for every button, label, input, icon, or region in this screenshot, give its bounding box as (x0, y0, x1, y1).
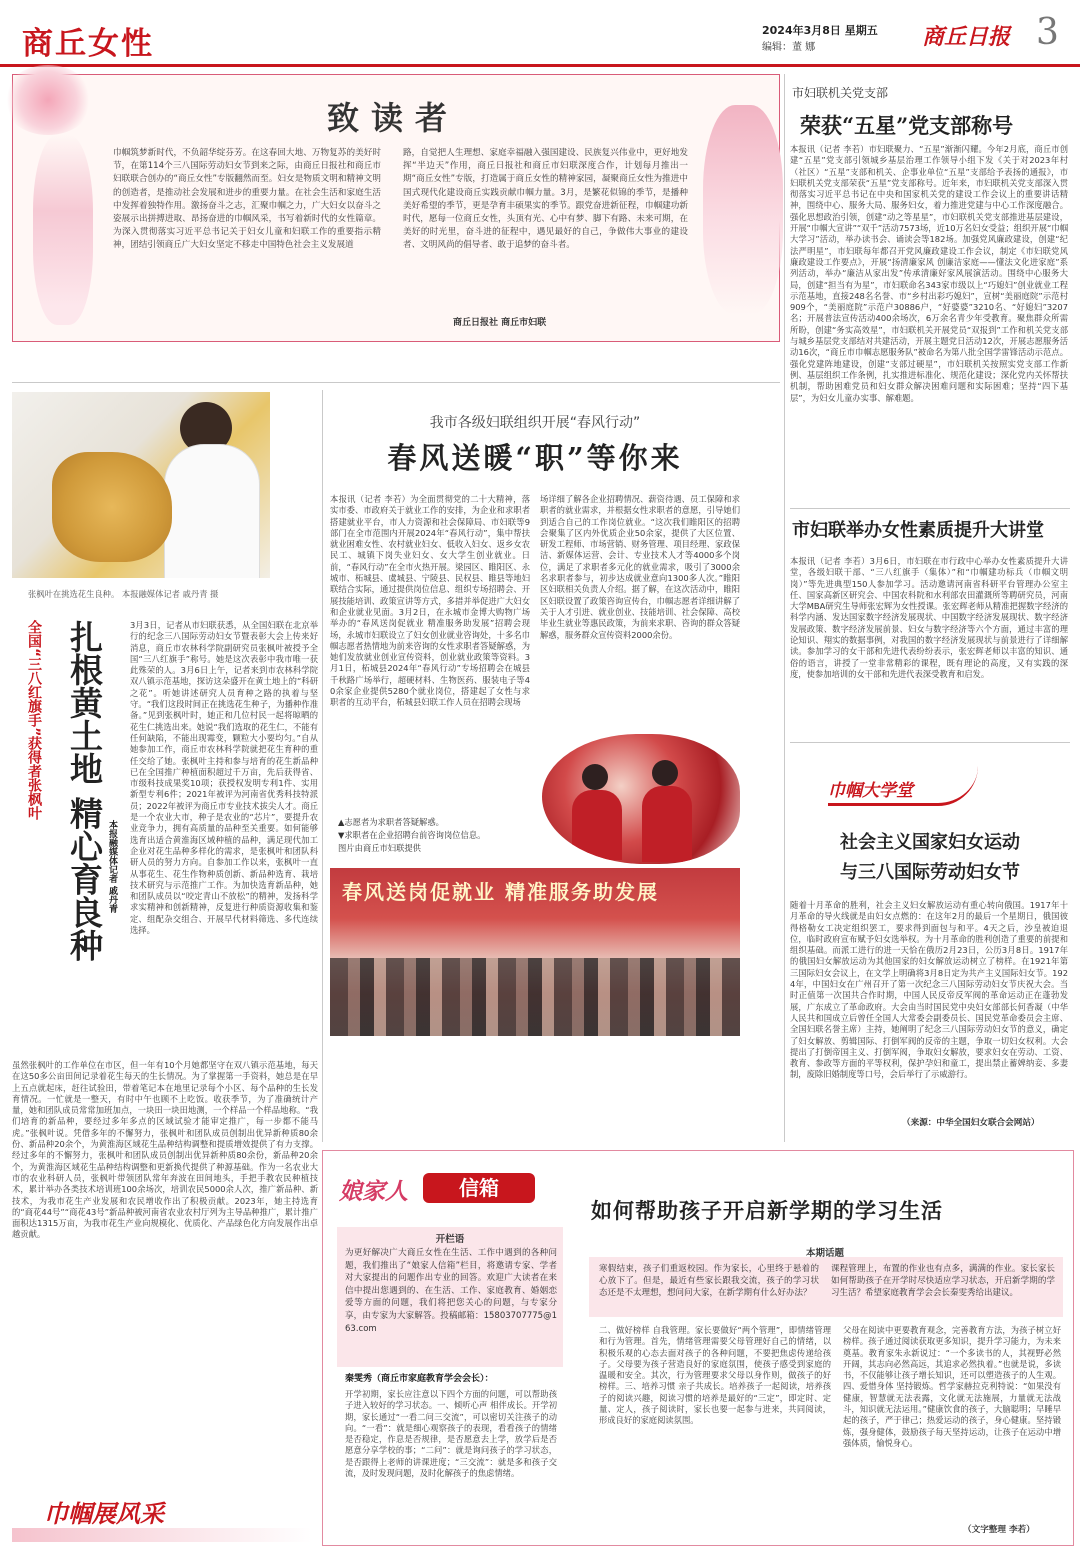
answer-column: 开学初期，家长应注意以下四个方面的问题，可以帮助孩子进入较好的学习状态。一、倾听心声 相伴成长。开学初期，家长通过“一看二问三交流”，可以密切关注孩子的动向。“一看”：就是细心观察孩子的表现，看看孩子的情绪是否稳定，作息是否规律，是否愿意去上学，放学后是否愿意分享学校的事；“二问”：就是询问孩子的学习状态，是否跟得上老师的讲课进度；“三交流”：就是多和孩子交流，及时发现问题，及时化解孩子的焦虑情绪。 (345, 1389, 557, 1479)
zhang-subtitle: 全国“三八红旗手”获得者张枫叶 (26, 620, 42, 821)
article-divider (790, 508, 1070, 509)
person-body-icon (642, 786, 692, 862)
column-divider (322, 390, 323, 1142)
university-label: 巾帼大学堂 (828, 781, 913, 801)
person-head-icon (582, 764, 608, 790)
answer-column: 二、做好榜样 自我管理。家长要做好“两个管理”，即情绪管理和行为管理。首先，情绪管理需要父母管理好自己的情绪，以积极乐观的心态去面对孩子的各种问题，不要把焦虑传递给孩子。父母要为孩子营造良好的家庭氛围，使孩子感受到家庭的温暖和安全。其次，行为管理要求父母以身作则，做孩子的好榜样。三、培养习惯 亲子共成长。培养孩子一起阅读，培养孩子的阅读兴趣，阅读习惯的培养是最好的“三定”，即定时、定量、定人，孩子阅读时，家长也要一起参与进来，共同阅读，形成良好的家庭阅读氛围。 (599, 1325, 831, 1426)
zhang-article-column: 虽然张枫叶的工作单位在市区，但一年有10个月她都坚守在双八镇示范基地，每天在这50多公亩田间记录着花生每天的生长情况。为了掌握第一手资料，她总是在早上五点就起床，赶往试验田，带着笔记本在地里记录每个小区、每个品种的生长发育情况。一忙就是一整天，有时中午也顾不上吃饭。收获季节，为了准确统计产量，她和团队成员常常加班加点，一块田一块田地测，一个样品一个样品地称。“我们培育的新品种，要经过多年多点的区域试验才能审定推广，每一步都不能马虎。”张枫叶说。凭借多年的不懈努力，张枫叶和团队成员创制出优异新种质80余份、新品种20余个，为黄淮海区域花生品种结构调整和提质增效提供了有力支撑。经过多年的不懈努力，张枫叶和团队成员创制出优异新种质80余份，新品种20余个，为黄淮海区域花生品种结构调整和更新换代提供了种源基础。作为一名农业大市的农业科研人员，张枫叶带领团队常年奔波在田间地头，手把手教农民种植技术，累计举办各类技术培训班100余场次，培训农民5000余人次，推广新品种、新技术，为我市花生产业发展和农民增收作出了积极贡献。2023年，她主持选育的“商花44号”“商花43号”新品种被河南省农业农村厅列为主导品种推广，累计推广面积达1315万亩，为我市花生产业向规模化、优质化、产品绿色化方向发展作出卓越贡献。 (12, 1060, 318, 1240)
column-divider (784, 74, 785, 1142)
lecture-article-body: 本报讯（记者 李若）3月6日，市妇联在市行政中心举办女性素质提升大讲堂，各级妇联干部、“三八红旗手（集体）”和“巾帼建功标兵（巾帼文明岗）”等先进典型150人参加学习。活动邀请河南省科研平台管理办公室主任、国家高新区研究会、中国农科院和水利部农田灌溉所等聘研究员，河南大学MBA研究生导师张宏辉为女性授课。张宏辉老师从精准把握数字经济的科学内涵、发达国家数字经济发展现状、中国数字经济发展现状、数字经济发展政策、数字经济发展前景、妇女与数字经济等六个方面，通过丰富的理论知识、翔实的数据事例，对我国的数字经济发展现状与前景进行了详细解读。参加学习的女干部和先进代表纷纷表示，张宏辉老师以丰富的知识、通俗的语言，讲授了一堂非常精彩的课程，既有理论的高度，又有实践的深度，使参加培训的女干部和先进代表深受教育和启发。 (790, 556, 1068, 679)
letter-title: 致读者 (326, 99, 459, 137)
peanut-bag-icon (52, 452, 172, 562)
party-kicker: 市妇联机关党支部 (792, 86, 889, 100)
event-banner-text: 春风送岗促就业 精准服务助发展 (342, 880, 659, 904)
issue-date: 2024年3月8日 星期五 (762, 24, 878, 37)
person-body-icon (164, 444, 260, 578)
lecture-headline: 市妇联举办女性素质提升大讲堂 (792, 520, 1044, 541)
masthead-rule (0, 64, 1080, 67)
flower-decoration-icon (703, 105, 783, 315)
flower-decoration-icon (3, 65, 93, 135)
answer-author: 秦雯秀（商丘市家庭教育学会会长）： (345, 1374, 494, 1384)
job-fair-photo (330, 868, 740, 1036)
topic-text: 课程管理上，布置的作业也有点多，满满的作业。家长家长如何帮助孩子在开学时尽快适应学习状态，开启新学期的学习生活？希望家庭教育学会会长秦雯秀给出建议。 (831, 1264, 1055, 1298)
volunteers-photo (542, 734, 740, 864)
university-headline: 与三八国际劳动妇女节 (840, 862, 1020, 883)
footer-decoration (12, 1528, 312, 1542)
university-article-body: 随着十月革命的胜利，社会主义妇女解放运动有重心转向俄国。1917年十月革命的导火线就是由妇女点燃的：在这年2月的最后一个星期日，俄国彼得格勒女工决定组织罢工，要求得到面包与和平。4天之后，沙皇被迫退位，临时政府宣布赋予妇女选举权。为十月革命的胜利创造了重要的前提和组织基础。而派工进行的进一天恰在俄历2月23日，公历3月8日。1917年的俄国妇女解放运动为其他国家的妇女解放运动树立了榜样。在1921年第三国际妇女会议上，在文学上明确将3月8日定为共产主义国际妇女节。1924年，中国妇女在广州召开了第一次纪念三八国际劳动妇女节庆祝大会。当时正值第一次国共合作时期，中国人民反帝反军阀的革命运动正在蓬勃发展，广东成立了革命政府。大会由当时国民党中央妇女部部长何香凝（中华人民共和国成立后曾任全国人大常委会副委员长、国民党革命委员会主席、全国妇联名誉主席）主持，她阐明了纪念三八国际劳动妇女节的意义，确定了妇女解放、剪辑国际、打倒军阀的反帝的主题，争取一切妇女权利。大会提出了打倒帝国主义、打倒军阀，争取妇女解放，要求妇女在劳动、工资、教育、参政等方面的平等权利，保护孕妇和童工，提出禁止蓄婢纳妾、多妻制，废除旧婚制度等口号，会后举行了示威游行。 (790, 900, 1068, 1080)
intro-title: 开栏语 (435, 1234, 465, 1245)
photo-caption: 张枫叶在挑选花生良种。 本报融媒体记者 戚丹青 摄 (28, 589, 219, 599)
topic-text: 寒假结束，孩子们重返校园。作为家长，心里终于悬着的心放下了。但是，最近有些家长跟我交流，孩子的学习状态还是不太理想，想问问大家，在新学期有什么好办法？ (599, 1264, 819, 1298)
spring-article-column: 场详细了解各企业招聘情况、薪资待遇、员工保障和求职者的就业需求，并根据女性求职者的意愿，引导她们到适合自己的工作岗位就业。“这次我们睢阳区的招聘会聚集了区内外优质企业50余家，提供了大区位置、研发工程师、市场营销、财务管理、项目经理、家政保洁、新媒体运营、会计、专业技术人才等4000多个岗位，满足了求职者多元化的就业需求，吸引了3000余名求职者参与，初步达成就业意向1300多人次。”睢阳区妇联相关负责人介绍。据了解，在这次活动中，睢阳区妇联设置了政策咨询宣传台，巾帼志愿者详细讲解了关于人才引进、就业创业、技能培训、社会保障、高校毕业生就业等惠民政策，为前来求职、咨询的群众答疑解惑，服务群众宣传资料2000余份。 (540, 494, 740, 640)
spring-kicker: 我市各级妇联组织开展“春风行动” (429, 415, 641, 431)
person-body-icon (572, 790, 622, 860)
section-title: 商丘女性 (22, 26, 154, 62)
editor-credit: 编辑：董 娜 (762, 42, 816, 53)
mailbox-headline: 如何帮助孩子开启新学期的学习生活 (591, 1198, 943, 1223)
zhang-fengye-photo (12, 392, 270, 578)
mailbox-logo-badge: 信箱 (423, 1173, 535, 1203)
zhang-article-column: 3月3日，记者从市妇联获悉，从全国妇联在北京举行的纪念三八国际劳动妇女节暨表彰大会上传来好消息，商丘市农林科学院副研究员张枫叶被授予全国“三八红旗手”称号。她是这次表彰中我市唯一获此殊荣的人。3月6日上午，记者来到市农林科学院双八镇示范基地，探访这朵盛开在黄土地上的“科研之花”。听她讲述研究人员育种之路的执着与坚守。“我们这段时间正在挑选花生种子，为播种作准备。”见到张枫叶时，她正和几位村民一起将晾晒的花生仁挑选出来。她说“我们选取的花生仁，不能有任何缺陷，不能出现霉变，颗粒大小要均匀。”自从她参加工作，商丘市农林科学院就把花生育种的重任交给了她。张枫叶主持和参与培育的花生新品种已在全国推广种植面积超过千万亩，先后获得省、市级科技成果奖10项；获授权发明专利1件、实用新型专利6件；2021年被评为河南省优秀科技特派员；2022年被评为商丘市专业技术拔尖人才。商丘是一个农业大市，种子是农业的“芯片”，要提升农业竞争力，拥有高质量的品种至关重要。如何能够选育出适合黄淮海区域种植的品种，满足现代加工企业对花生品种多样化的需求，是张枫叶和团队科研人员的努力方向。自参加工作以来，张枫叶一直从事花生、花生作物种质创新、新品种选育、栽培技术研究与示范推广工作。为加快选育新品种，她和团队成员以“咬定青山不放松”的精神，发扬科学求实精神和创新精神，反复进行种质资源收集和鉴定、组配杂交组合、开展早代材料筛选、多代连续选择。 (130, 620, 318, 936)
person-head-icon (652, 760, 678, 786)
university-headline: 社会主义国家妇女运动 (840, 832, 1020, 853)
section-divider (12, 382, 780, 383)
topic-label: 本期话题 (805, 1248, 844, 1259)
answer-column: 父母在阅读中更要教育观念，完善教育方法，为孩子树立好榜样。孩子通过阅读获取更多知识，提升学习能力，为未来奠基。教育家朱永新说过：“一个多读书的人，其视野必然开阔，其志向必然高远，其追求必然执着。”也就是说，多读书，不仅能够让孩子增长知识，还可以塑造孩子的人生观。四、爱惜身体 坚持锻炼。哲学家赫拉克利特说：“如果没有健康，智慧就无法表露，文化就无法施展，力量就无法战斗，知识就无法运用。”健康饮食的孩子，大脑聪明；早睡早起的孩子，严于律己；热爱运动的孩子，身心健康。坚持锻炼，强身健体，鼓励孩子每天坚持运动，让孩子在运动中增强体质，愉悦身心。 (843, 1325, 1061, 1448)
letter-text-column: 巾帼筑梦新时代，不负韶华绽芬芳。在这春回大地、万物复苏的美好时节，在第114个三八国际劳动妇女节到来之际，由商丘日报社和商丘市妇联联合创办的“商丘女性”专版翻然而至。妇女是物质文明和精神文明的创造者，是推动社会发展和进步的重要力量。在社会生活和家庭生活中发挥着独特作用。激扬奋斗之志，汇聚巾帼之力，广大妇女以奋斗之姿展示出拼搏进取、昂扬奋进的巾帼风采，书写着新时代的女性篇章。为深入贯彻落实习近平总书记关于妇女儿童和妇联工作的重要指示精神，团结引领商丘广大妇女坚定不移走中国特色社会主义发展道 (113, 148, 381, 251)
answer-signature: （文字整理 李若） (963, 1525, 1035, 1535)
crowd-icon (330, 958, 740, 1036)
intro-text: 为更好解决广大商丘女性在生活、工作中遇到的各种问题，我们推出了“娘家人信箱”栏目，将邀请专家、学者对大家提出的问题作出专业的回答。欢迎广大读者在来信中提出您遇到的、在生活、工作、家庭教育、婚姻恋爱等方面的问题，我们将把您关心的问题，与专家分享，由专家为大家解答。投稿邮箱：15803707775@163.com (345, 1248, 557, 1334)
letter-signature: 商丘日报社 商丘市妇联 (453, 318, 547, 328)
spring-article-column: 本报讯（记者 李若）为全面贯彻党的二十大精神，落实市委、市政府关于就业工作的安排，为企业和求职者搭建就业平台，市人力资源和社会保障局、市妇联等9部门在全市范围内开展2024年“春风行动”，集中帮扶就业困难女性、农村就业妇女、低收入妇女、返乡女农民工、城镇下岗失业妇女、女大学生创业就业。日前，“春风行动”在全市火热开展。梁园区、睢阳区、永城市、柘城县、虞城县、宁陵县、民权县、睢县等地妇联结合实际，通过提供岗位信息、组织专场招聘会、开展技能培训、政策宣讲等方式，多措并举促进广大妇女和企业就业见面。3月2日，在永城市金博大购物广场举办的“春风送岗促就业 精准服务助发展”招聘会现场，永城市妇联设立了妇女创业就业咨询处，十多名巾帼志愿者热情地为前来咨询的女性求职者答疑解惑，为她们发放就业创业宣传资料，创业就业政策等资料。3月1日，柘城县2024年“春风行动”专场招聘会在城县千秋路广场举行，超硬材料、生物医药、服装电子等40余家企业提供5280个就业岗位，搭建起了女性与求职者的互动平台，柘城县妇联工作人员在招聘会现场 (330, 494, 530, 708)
party-article-body: 本报讯（记者 李若）市妇联聚力、“五星”渐渐闪耀。今年2月底，商丘市创建“五星”党支部引领城乡基层治理工作领导小组下发《关于对2023年村（社区）“五星”支部和机关、企事业单位“五星”支部给予表扬的通报》，市妇联机关党支部荣获“五星”党支部称号。近年来，市妇联机关党支部深入贯彻落实习近平总书记在中央和国家机关党的建设工作会议上的重要讲话精神，围绕中心、服务大局、服务妇女，着力推进党建与中心工作深度融合。强化思想政治引领，创建“动之等星星”，市妇联机关党支部推进基层建设，开展“巾帼大宣讲”“双千”活动7573场，近10万名妇女受益；组织开展“巾帼大学习”活动，举办读书会、诵读会等182场。加强党风廉政建设，创建“纪法严明星”，市妇联每年都召开党风廉政建设工作会议，制定《市妇联党风廉政建设工作要点》，开展“扬清廉家风 创廉洁家庭——懂法文化进家庭”系列活动，举办“廉洁从家出发”传承清廉好家风展演活动。围绕中心服务大局，创建“担当有为星”，市妇联命名343家市级以上“巧媳妇”创业就业工程示范基地，直接248名名誉、市“乡村出彩巧媳妇”，宣树“美丽庭院”示范村909个，“美丽庭院”示范户30886户，“好婆婆”3210名、“好媳妇”3207名；开展普法宣传活动400余场次，6万余名青少年受教育。聚焦群众所需所盼，创建“务实高效星”，市妇联机关开展党员“双报到”工作和机关党支部与城乡基层党支部结对共建活动，开展主题党日活动12次，开展志愿服务活动16次，“商丘市巾帼志愿服务队”被命名为第八批全国学雷锋活动示范点。强化党建阵地建设，创建“支部过硬星”，市妇联机关按照实党支部工作新例、基层组织工作条例，扎实推进标准化、规范化建设；深化党内关怀帮扶机制，帮助困难党员和妇女群众解决困难问题和实际困难；坚持“四下基层”，为妇女儿童办实事、解难题。 (790, 144, 1068, 403)
party-headline: 荣获“五星”党支部称号 (800, 113, 1014, 138)
page-number: 3 (1036, 12, 1059, 53)
paper-logo: 商丘日报 (922, 24, 1011, 50)
reader-letter-box (12, 74, 780, 342)
flower-decoration-icon (33, 135, 93, 325)
university-source: （来源：中华全国妇女联合会网站） (902, 1118, 1040, 1128)
mailbox-logo-text: 娘家人 (339, 1178, 408, 1205)
article-divider (790, 742, 1070, 743)
spring-headline: 春风送暖“职”等你来 (387, 441, 683, 475)
mailbox-section (322, 1150, 1074, 1546)
letter-text-column: 路，自觉把人生理想、家庭幸福融入强国建设、民族复兴伟业中，更好地发挥“半边天”作用，商丘日报社和商丘市妇联深度合作，计划每月推出一期“商丘女性”专版，打造属于商丘女性的精神家园，凝聚商丘女性为推进中国式现代化建设商丘实践贡献巾帼力量。3月，是繁花似锦的季节，是播种美好希望的季节，更是孕育丰硕果实的季节。跟党奋进新征程，巾帼建功新时代，愿每一位商丘女性，头顶有光、心中有梦、脚下有路、未来可期，在美好的时光里，奋斗进的征程中，遇见最好的自己，争做伟大事业的建设者、文明风尚的倡导者、敢于追梦的奋斗者。 (403, 148, 688, 251)
footer-logo: 巾帼展风采 (44, 1499, 164, 1528)
zhang-headline: 扎根黄土地 精心育良种 (65, 620, 104, 962)
spring-photo-caption: ▲志愿者为求职者答疑解惑。 ▼求职者在企业招聘台前咨询岗位信息。 图片由商丘市妇联提供 (338, 817, 486, 853)
zhang-byline: 本报融媒体记者 戚丹青 (107, 820, 117, 914)
